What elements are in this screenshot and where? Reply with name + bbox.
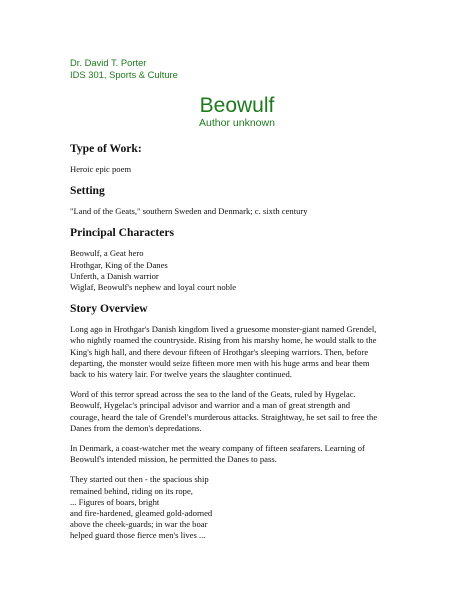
poem-line: remained behind, riding on its rope, bbox=[70, 485, 193, 496]
overview-paragraph-3 bbox=[70, 443, 425, 465]
text-line: Long ago in Hrothgar's Danish kingdom lived a gruesome monster-giant named Grendel, bbox=[70, 324, 377, 335]
document-body bbox=[70, 142, 425, 551]
section-setting bbox=[70, 184, 425, 217]
section-type-of-work bbox=[70, 142, 425, 175]
text-line: Beowulf's intended mission, he permitted the Danes to pass. bbox=[70, 454, 277, 465]
document-subtitle: Author unknown bbox=[199, 117, 275, 129]
poem-line: helped guard those fierce men's lives ... bbox=[70, 530, 206, 541]
text-line: Danes from the demon's depredations. bbox=[70, 422, 202, 433]
heading-characters: Principal Characters bbox=[70, 226, 174, 240]
course-line: IDS 301, Sports & Culture bbox=[70, 69, 178, 80]
text-line: King's high hall, and there devour fifteen of Hrothgar's sleeping warriors. Then, before bbox=[70, 346, 369, 357]
setting-text: "Land of the Geats," southern Sweden and Denmark; c. sixth century bbox=[70, 206, 308, 217]
poem-line: They started out then - the spacious ship bbox=[70, 474, 209, 485]
section-characters bbox=[70, 226, 425, 293]
heading-type-of-work: Type of Work: bbox=[70, 142, 142, 155]
text-line: In Denmark, a coast-watcher met the weary company of fifteen seafarers. Learning of bbox=[70, 443, 365, 454]
text-line: back to his watery lair. For twelve years the slaughter continued. bbox=[70, 369, 292, 380]
character-list bbox=[70, 248, 425, 293]
text-line: courage, heard the tale of Grendel's murderous attacks. Straightway, he set sail to free the bbox=[70, 411, 378, 422]
section-story-overview bbox=[70, 302, 425, 541]
text-line: Word of this terror spread across the sea to the land of the Geats, ruled by Hygelac. bbox=[70, 389, 356, 400]
type-of-work-text: Heroic epic poem bbox=[70, 164, 132, 174]
character-item: Unferth, a Danish warrior bbox=[70, 270, 159, 281]
title-block bbox=[0, 95, 474, 130]
poem-line: ... Figures of boars, bright bbox=[70, 496, 160, 507]
author-line: Dr. David T. Porter bbox=[70, 57, 147, 68]
character-item: Hrothgar, King of the Danes bbox=[70, 259, 168, 270]
heading-story-overview: Story Overview bbox=[70, 302, 148, 316]
document-title: Beowulf bbox=[199, 94, 275, 117]
overview-paragraph-1 bbox=[70, 324, 425, 380]
text-line: departing, the monster would seize fifteen more men with his huge arms and bear them bbox=[70, 357, 370, 368]
poem-excerpt bbox=[70, 474, 425, 541]
heading-setting: Setting bbox=[70, 184, 105, 198]
poem-line: above the cheek-guards; in war the boar bbox=[70, 519, 208, 530]
text-line: who nightly roamed the countryside. Rising from his marshy home, he would stalk to the bbox=[70, 335, 377, 346]
character-item: Wiglaf, Beowulf's nephew and loyal court noble bbox=[70, 282, 237, 293]
text-line: Beowulf, Hygelac's principal advisor and warrior and a man of great strength and bbox=[70, 400, 351, 411]
overview-paragraph-2 bbox=[70, 389, 425, 434]
header-block bbox=[70, 57, 178, 81]
character-item: Beowulf, a Geat hero bbox=[70, 248, 144, 259]
poem-line: and fire-hardened, gleamed gold-adorned bbox=[70, 508, 213, 519]
